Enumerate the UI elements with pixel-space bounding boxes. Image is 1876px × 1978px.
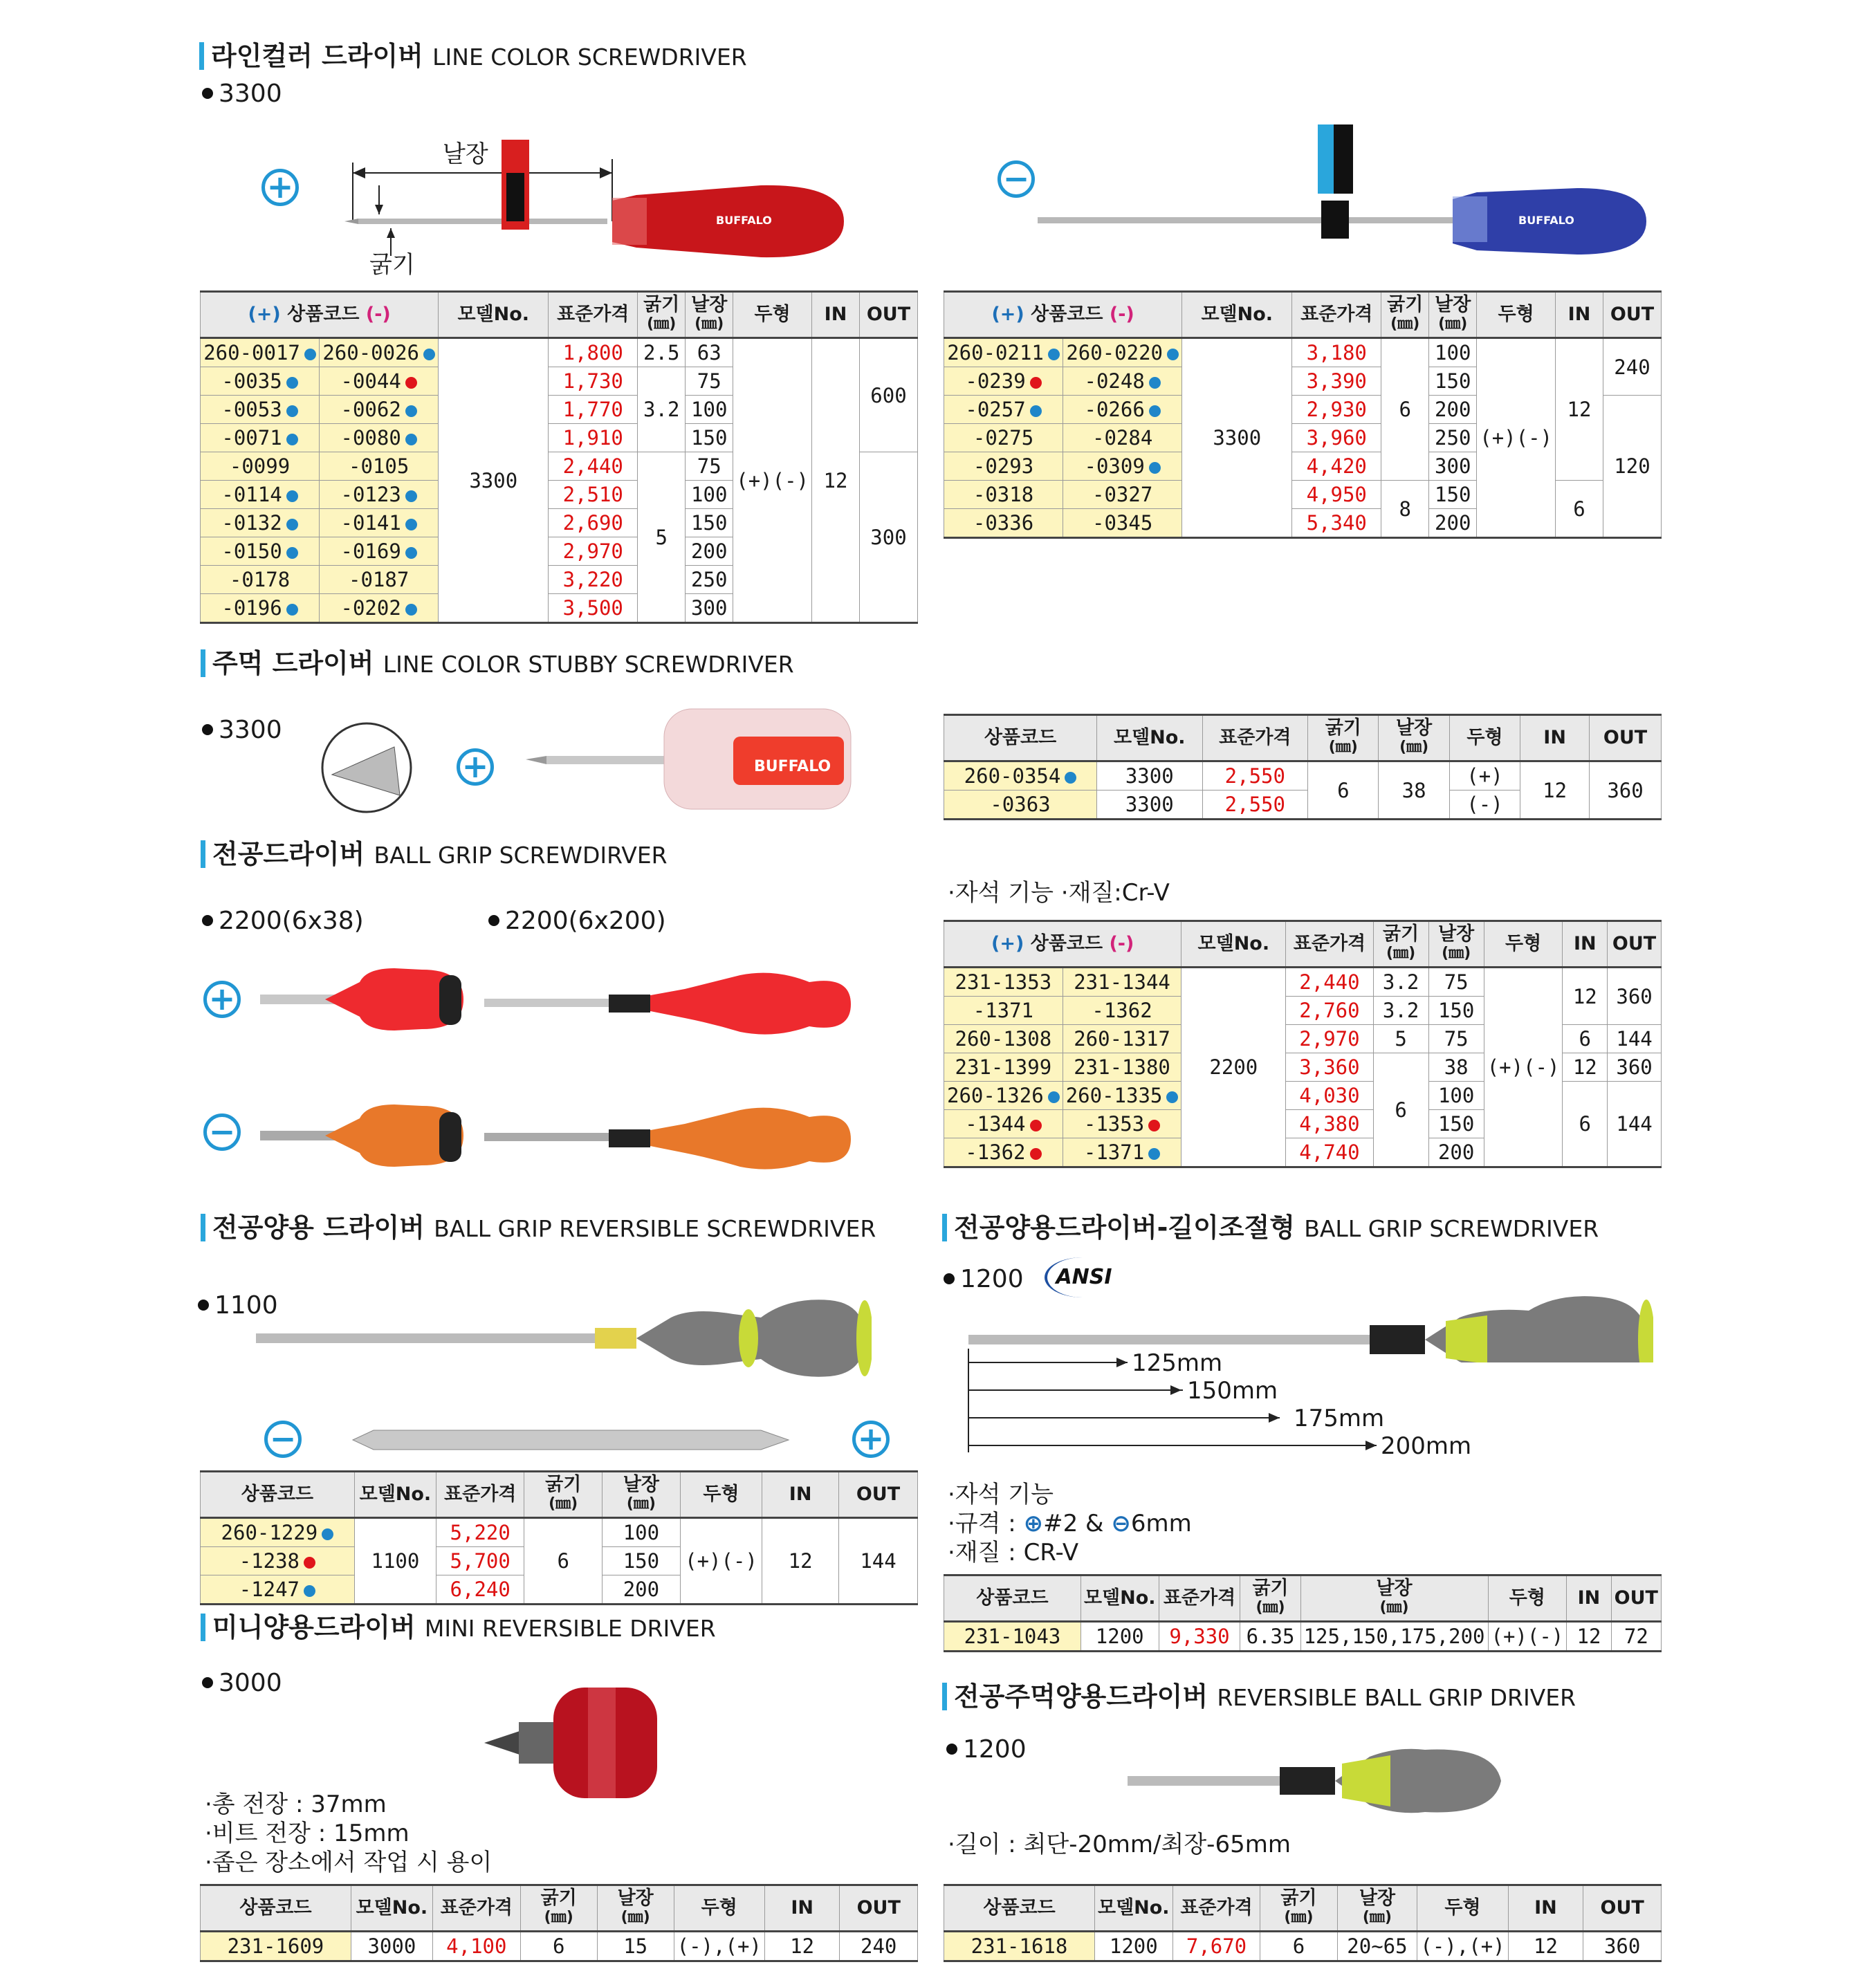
table-row: -1362 -1371 4,740 200 bbox=[944, 1138, 1662, 1167]
table-row: -1238 5,700 150 bbox=[201, 1547, 918, 1575]
mini-table: 상품코드 모델No. 표준가격 굵기 (㎜) 날장 (㎜) 두형 IN OUT 231-1609 3000 4,100 6 15 (-),(+) 12 240 bbox=[200, 1884, 918, 1962]
phillips-plus-icon: + bbox=[261, 169, 299, 206]
reversible-bit-image bbox=[346, 1425, 830, 1455]
table-row: -0196 -0202 3,500 300 bbox=[201, 594, 918, 623]
model-label: 3300 bbox=[202, 715, 282, 746]
table-row: -0035 -0044 1,730 3.2 75 bbox=[201, 367, 918, 396]
thickness-label: 굵기 bbox=[369, 251, 415, 279]
table-row: 260-0211 260-0220 3300 3,180 6 100 (+)(-) 12 240 bbox=[944, 338, 1662, 367]
table-row: -0099 -0105 2,440 5 75 300 bbox=[201, 452, 918, 481]
table-row: -0257 -0266 2,930 200 120 bbox=[944, 396, 1662, 424]
line-color-table-left: (+) 상품코드 (-) 모델No. 표준가격 굵기 (㎜) 날장 (㎜) 두형 IN OUT 260-0017 260-0026 3300 1,800 2.5 63 (+)(-) 12 600 -0035 -0044 1,730 3.2 75 -0053 -0062 1,770 100 -0071 -0080 1,910 150 -0099 -0105 2,440 5 75 300 -0114 -0123 2,510 100 -0132 -0141 2,690 150 -0150 -0169 2,970 200 -0178 -0187 3,220 250 -0196 -0202 3,500 300 bbox=[200, 290, 918, 624]
section-title-reversible: 전공양용 드라이버 BALL GRIP REVERSIBLE SCREWDRIVER bbox=[201, 1212, 876, 1245]
table-row: -1247 6,240 200 bbox=[201, 1575, 918, 1605]
table-row: -0318 -0327 4,950 8 150 6 bbox=[944, 481, 1662, 509]
table-row: -1344 -1353 4,380 150 bbox=[944, 1110, 1662, 1138]
model-label: 3000 bbox=[202, 1668, 282, 1699]
mini-note-total-length: ·총 전장 : 37mm bbox=[205, 1791, 387, 1818]
section-title-ball-grip: 전공드라이버 BALL GRIP SCREWDIRVER bbox=[201, 838, 668, 871]
table-row: -0114 -0123 2,510 100 bbox=[201, 481, 918, 509]
red-screwdriver-diagram bbox=[339, 131, 851, 290]
minus-icon: ⊖ bbox=[1111, 1510, 1131, 1537]
table-row: 260-1308 260-1317 2,970 5 75 6 144 bbox=[944, 1025, 1662, 1053]
section-title-line-color: 라인컬러 드라이버 LINE COLOR SCREWDRIVER bbox=[199, 40, 747, 73]
bit-tip-zoom-image bbox=[318, 719, 415, 816]
table-row: -1371 -1362 2,760 3.2 150 bbox=[944, 997, 1662, 1025]
reversible-screwdriver-image bbox=[249, 1286, 872, 1390]
table-row: -0150 -0169 2,970 200 bbox=[201, 537, 918, 566]
table-row: -0293 -0309 4,420 300 bbox=[944, 452, 1662, 481]
stubby-reversible-table: 상품코드 모델No. 표준가격 굵기 (㎜) 날장 (㎜) 두형 IN OUT 231-1618 1200 7,670 6 20~65 (-),(+) 12 360 bbox=[944, 1884, 1662, 1962]
section-title-stubby: 주먹 드라이버 LINE COLOR STUBBY SCREWDRIVER bbox=[201, 647, 794, 681]
mini-note-usage: ·좁은 장소에서 작업 시 용이 bbox=[205, 1849, 493, 1876]
svg-text:BUFFALO: BUFFALO bbox=[754, 758, 831, 775]
model-label: 1200 bbox=[946, 1735, 1027, 1765]
adjustable-table: 상품코드 모델No. 표준가격 굵기 (㎜) 날장 (㎜) 두형 IN OUT 231-1043 1200 9,330 6.35 125,150,175,200 (+)(-) 12 72 bbox=[944, 1574, 1662, 1652]
model-label: 1100 bbox=[198, 1291, 278, 1321]
blade-length-label: 날장 bbox=[443, 140, 488, 168]
table-row: 231-1399 231-1380 3,360 6 38 12 360 bbox=[944, 1053, 1662, 1082]
dim-175: 175mm bbox=[1294, 1405, 1385, 1432]
dim-150: 150mm bbox=[1187, 1377, 1278, 1405]
mini-driver-image bbox=[484, 1681, 664, 1805]
model-label-b: 2200(6x200) bbox=[488, 906, 666, 936]
section-title-mini: 미니양용드라이버 MINI REVERSIBLE DRIVER bbox=[201, 1611, 716, 1645]
adjustable-note-spec: ·규격 : ⊕#2 & ⊖6mm bbox=[948, 1510, 1192, 1537]
slotted-minus-icon: − bbox=[997, 160, 1035, 198]
stubby-reversible-image bbox=[1121, 1729, 1508, 1833]
ball-grip-notes: ·자석 기능 ·재질:Cr-V bbox=[948, 879, 1170, 907]
mini-note-bit-length: ·비트 전장 : 15mm bbox=[205, 1820, 410, 1847]
model-label: 3300 bbox=[202, 79, 282, 109]
table-row: -0132 -0141 2,690 150 bbox=[201, 509, 918, 537]
blue-screwdriver-diagram bbox=[1031, 124, 1653, 256]
table-row: 231-1043 1200 9,330 6.35 125,150,175,200 (+)(-) 12 72 bbox=[944, 1622, 1662, 1652]
phillips-plus-icon: + bbox=[457, 748, 494, 786]
reversible-table: 상품코드 모델No. 표준가격 굵기 (㎜) 날장 (㎜) 두형 IN OUT 260-1229 1100 5,220 6 100 (+)(-) 12 144 -1238 5,700 150 -1247 6,240 200 bbox=[200, 1470, 918, 1605]
slotted-minus-icon: − bbox=[264, 1421, 302, 1458]
table-row: 231-1353 231-1344 2200 2,440 3.2 75 (+)(-) 12 360 bbox=[944, 968, 1662, 997]
stubby-table: 상품코드 모델No. 표준가격 굵기 (㎜) 날장 (㎜) 두형 IN OUT 260-0354 3300 2,550 6 38 (+) 12 360 -0363 3300 2,550 (-) bbox=[944, 714, 1662, 820]
table-row: -0275 -0284 3,960 250 bbox=[944, 424, 1662, 452]
phillips-plus-icon: + bbox=[852, 1421, 890, 1458]
section-title-stubby-reversible: 전공주먹양용드라이버 REVERSIBLE BALL GRIP DRIVER bbox=[942, 1681, 1576, 1714]
stubby-screwdriver-image bbox=[526, 702, 858, 813]
svg-text:BUFFALO: BUFFALO bbox=[716, 214, 772, 227]
table-row: 231-1609 3000 4,100 6 15 (-),(+) 12 240 bbox=[201, 1932, 918, 1961]
model-label-a: 2200(6x38) bbox=[202, 906, 364, 936]
table-row: 260-1326 260-1335 4,030 100 6 144 bbox=[944, 1082, 1662, 1110]
table-row: 260-0017 260-0026 3300 1,800 2.5 63 (+)(-) 12 600 bbox=[201, 338, 918, 367]
stubby-reversible-note: ·길이 : 최단-20mm/최장-65mm bbox=[948, 1831, 1291, 1858]
table-row: 260-0354 3300 2,550 6 38 (+) 12 360 bbox=[944, 761, 1662, 791]
ball-grip-screwdrivers-image bbox=[256, 954, 865, 1183]
dim-200: 200mm bbox=[1381, 1432, 1472, 1460]
ball-grip-table: (+) 상품코드 (-) 모델No. 표준가격 굵기 (㎜) 날장 (㎜) 두형 IN OUT 231-1353 231-1344 2200 2,440 3.2 75 (+)(-) 12 360 -1371 -1362 2,760 3.2 150 260-1308 260-1317 2,970 5 75 6 144 231-1399 231-1380 3,360 6 38 12 360 260-1326 260-1335 4,030 100 6 144 -1344 -1353 4,380 150 -1362 -1371 4,740 200 bbox=[944, 920, 1662, 1168]
table-row: 231-1618 1200 7,670 6 20~65 (-),(+) 12 360 bbox=[944, 1932, 1662, 1961]
line-color-table-right: (+) 상품코드 (-) 모델No. 표준가격 굵기 (㎜) 날장 (㎜) 두형 IN OUT 260-0211 260-0220 3300 3,180 6 100 (+)(-) 12 240 -0239 -0248 3,390 150 -0257 -0266 2,930 200 120 -0275 -0284 3,960 250 -0293 -0309 4,420 300 -0318 -0327 4,950 8 150 6 -0336 -0345 5,340 200 bbox=[944, 290, 1662, 539]
slotted-minus-icon: − bbox=[203, 1113, 241, 1151]
table-row: -0239 -0248 3,390 150 bbox=[944, 367, 1662, 396]
dim-125: 125mm bbox=[1132, 1349, 1223, 1377]
table-row: 260-1229 1100 5,220 6 100 (+)(-) 12 144 bbox=[201, 1518, 918, 1547]
table-row: -0363 3300 2,550 (-) bbox=[944, 791, 1662, 820]
table-row: -0178 -0187 3,220 250 bbox=[201, 566, 918, 594]
ansi-logo: ANSI bbox=[1045, 1257, 1121, 1297]
table-row: -0071 -0080 1,910 150 bbox=[201, 424, 918, 452]
phillips-plus-icon: + bbox=[203, 981, 241, 1018]
table-row: -0336 -0345 5,340 200 bbox=[944, 509, 1662, 538]
section-title-adjustable: 전공양용드라이버-길이조절형 BALL GRIP SCREWDRIVER bbox=[942, 1212, 1599, 1245]
svg-text:BUFFALO: BUFFALO bbox=[1518, 214, 1574, 227]
model-label: 1200 bbox=[944, 1264, 1024, 1295]
adjustable-note-magnet: ·자석 기능 bbox=[948, 1481, 1054, 1508]
table-row: -0053 -0062 1,770 100 bbox=[201, 396, 918, 424]
plus-icon: ⊕ bbox=[1023, 1510, 1044, 1537]
adjustable-note-material: ·재질 : CR-V bbox=[948, 1539, 1079, 1566]
